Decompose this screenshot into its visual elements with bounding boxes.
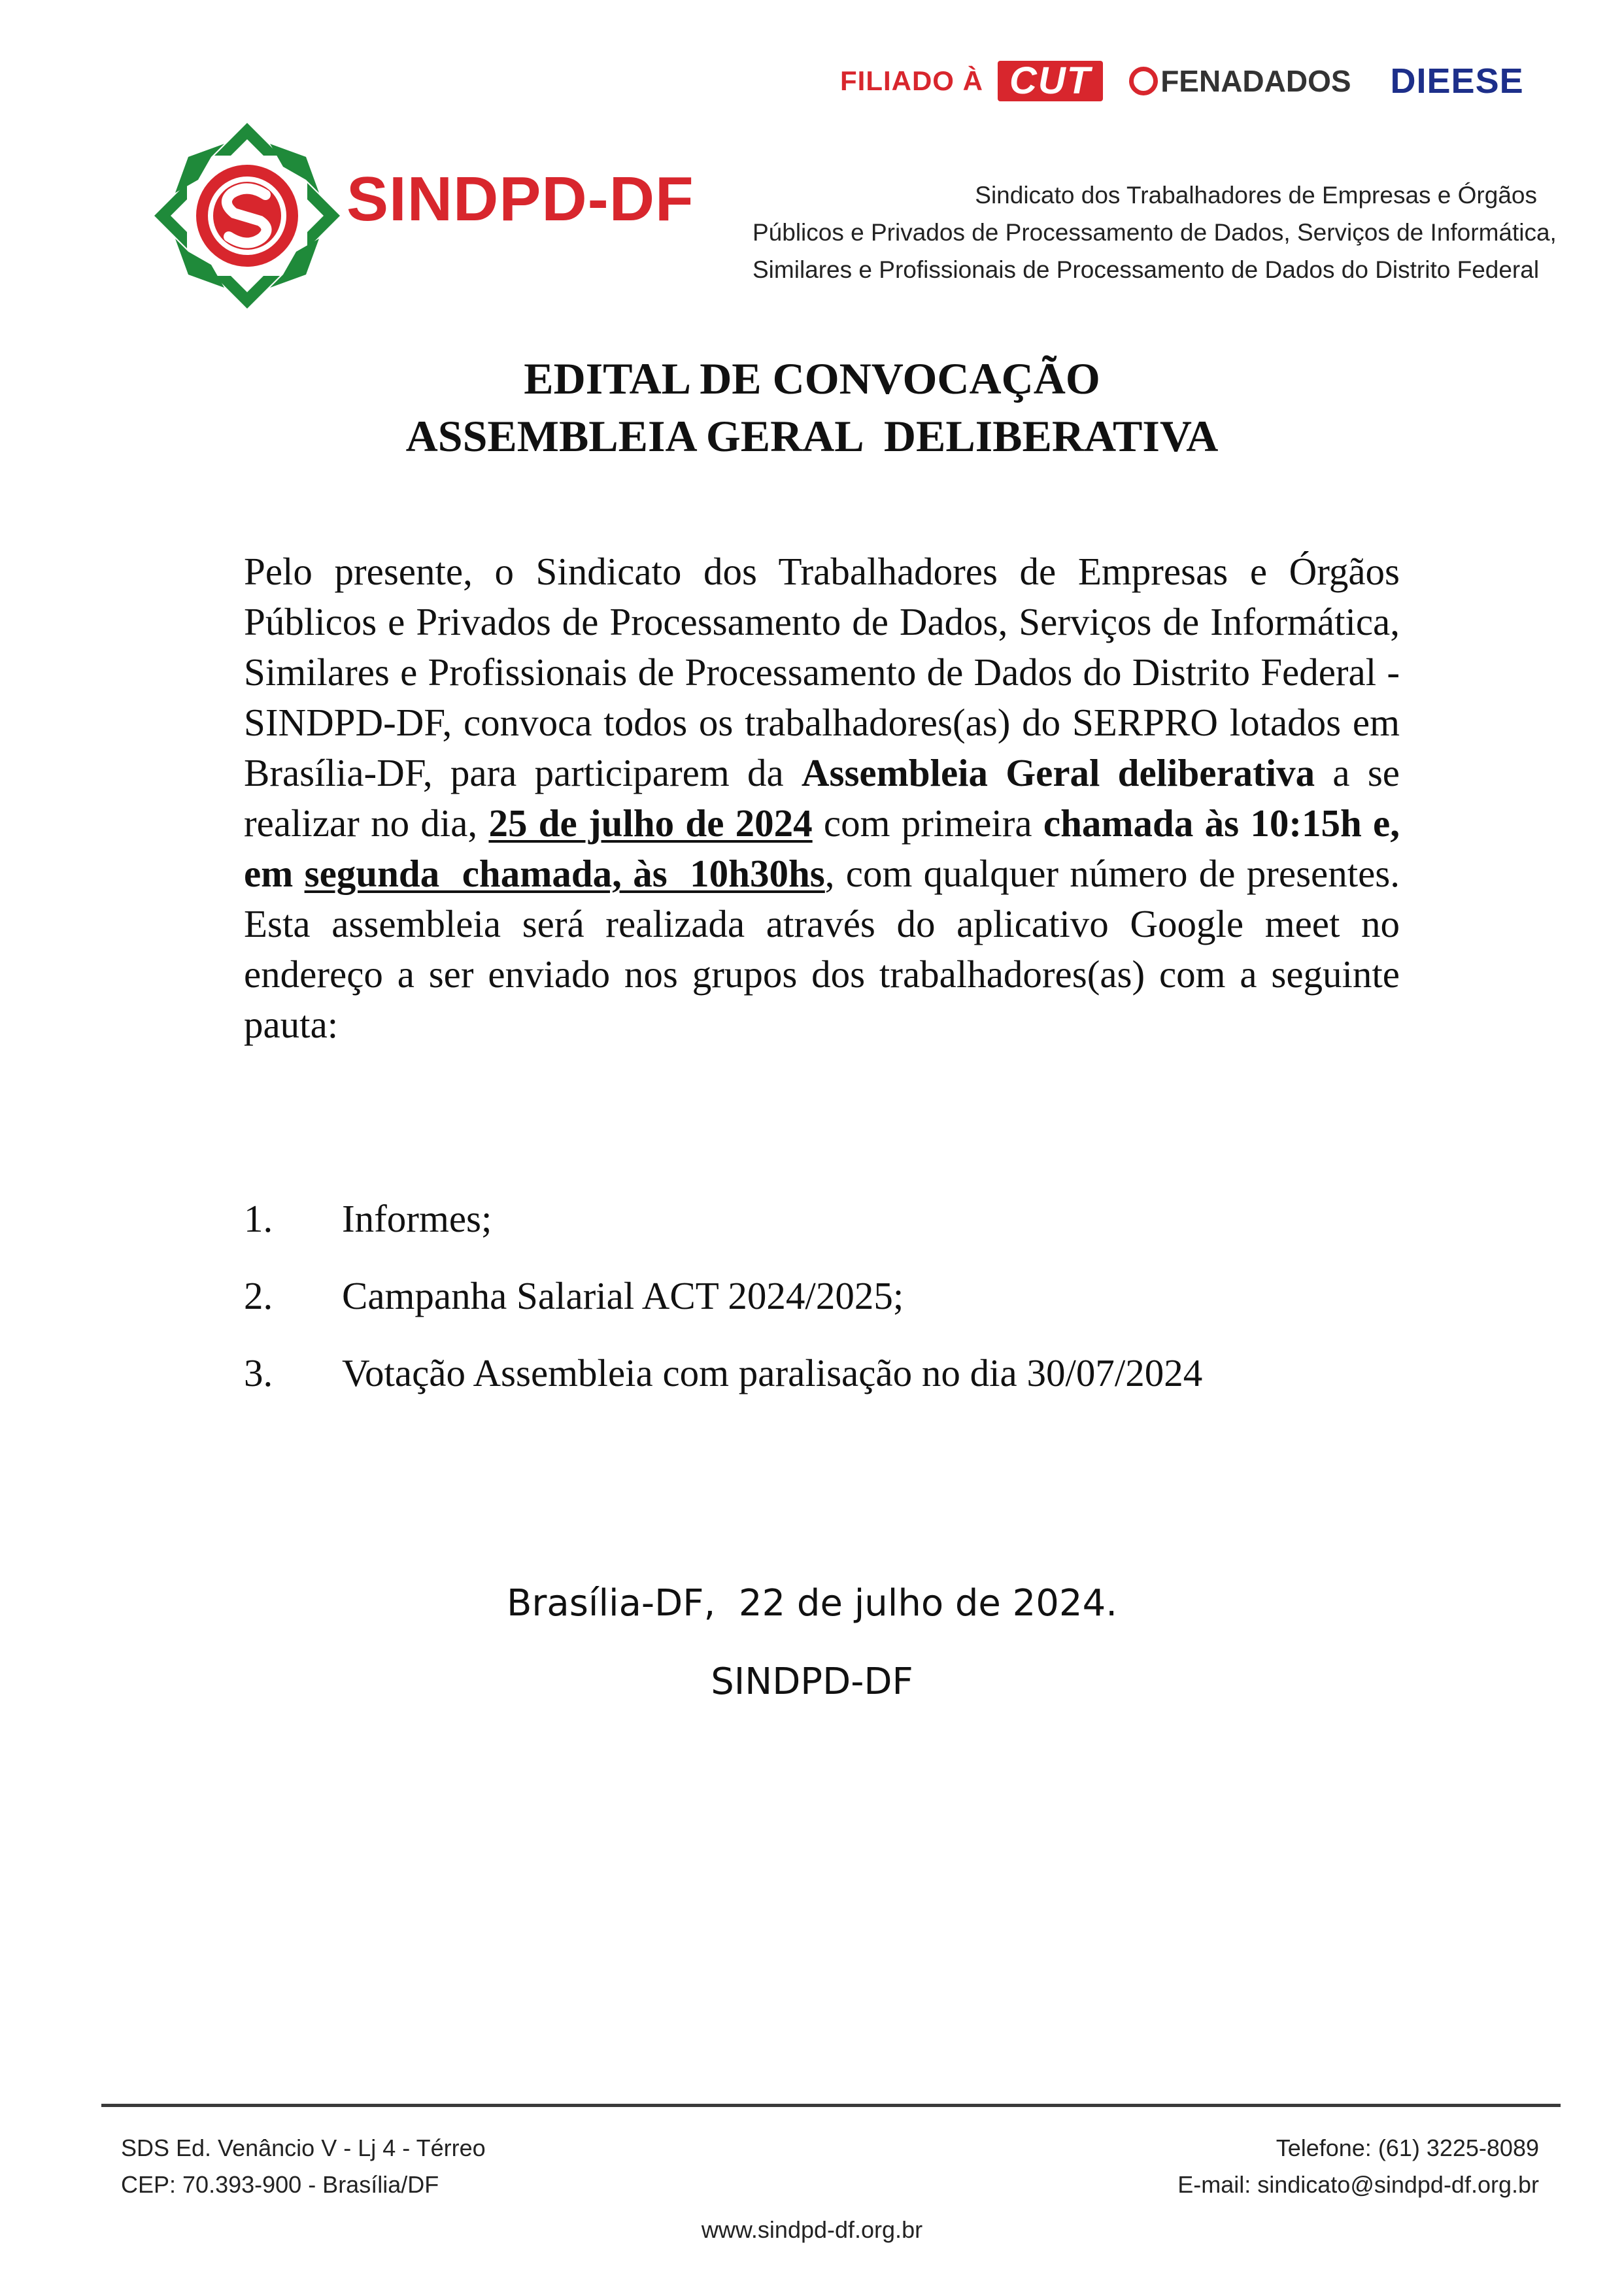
body-text: a se realizar no dia, [244,751,1400,845]
footer-divider [101,2104,1561,2107]
affiliation-bar [840,55,1566,107]
agenda-number: 1. [244,1197,273,1240]
document-title [0,350,1624,465]
first-call-time: chamada às 10:15h e, em [244,801,1400,895]
logo-name: SINDPD-DF [347,164,694,234]
union-description [753,177,1557,288]
cut-logo: CUT [998,61,1103,101]
convocation-paragraph [244,547,1400,1050]
union-description-line: Similares e Profissionais de Processamento de Dados do Distrito Federal [753,256,1540,283]
address-line: CEP: 70.393-900 - Brasília/DF [121,2171,439,2198]
agenda-number: 3. [244,1351,273,1394]
affiliation-prefix: FILIADO À [840,65,983,96]
agenda-number: 2. [244,1274,273,1317]
agenda-text: Votação Assembleia com paralisação no dia 30/07/2024 [342,1351,1203,1394]
title-line-2: ASSEMBLEIA GERAL DELIBERATIVA [405,411,1219,461]
agenda-text: Informes; [342,1197,492,1240]
fenadados-mark-icon [1129,67,1158,95]
email: E-mail: sindicato@sindpd-df.org.br [1177,2171,1539,2198]
fenadados-logo [1129,63,1351,99]
footer-contact [1177,2130,1539,2203]
body-text: com primeira [812,801,1043,845]
union-description-line: Públicos e Privados de Processamento de Dados, Serviços de Informática, [753,219,1557,246]
signer: SINDPD-DF [711,1661,913,1703]
phone: Telefone: (61) 3225-8089 [1276,2134,1539,2161]
agenda-item [244,1274,1202,1351]
agenda-item [244,1351,1202,1428]
dieese-logo: DIEESE [1390,61,1524,101]
assembly-date: 25 de julho de 2024 [488,801,813,845]
footer-address [121,2130,486,2203]
sindpd-logo-icon [149,118,345,314]
agenda-text: Campanha Salarial ACT 2024/2025; [342,1274,904,1317]
agenda-item [244,1196,1202,1274]
second-call-time: segunda chamada, às 10h30hs [304,852,825,895]
agenda-list [244,1196,1202,1428]
address-line: SDS Ed. Venâncio V - Lj 4 - Térreo [121,2134,486,2161]
assembly-type: Assembleia Geral deliberativa [801,751,1315,794]
union-description-line: Sindicato dos Trabalhadores de Empresas e Órgãos [975,182,1537,209]
place-and-date: Brasília-DF, 22 de julho de 2024. [506,1582,1117,1625]
title-line-1: EDITAL DE CONVOCAÇÃO [524,354,1100,403]
body-text: , com qualquer número de presentes. Esta assembleia será realizada através do aplicativo Google meet no endereço a ser enviado nos grupos dos trabalhadores(as) com a seguinte pauta: [244,852,1400,1046]
fenadados-text: FENADADOS [1160,64,1351,98]
body-text: Pelo presente, o Sindicato dos Trabalhadores de Empresas e Órgãos Públicos e Privados de Processamento de Dados, Serviços de Informática, Similares e Profissionais de Processamento de Dados do Distrito Federal - SINDPD-DF, convoca todos os trabalhadores(as) do SERPRO lotados em Brasília-DF, para participarem da [244,550,1400,794]
website: www.sindpd-df.org.br [701,2216,923,2243]
